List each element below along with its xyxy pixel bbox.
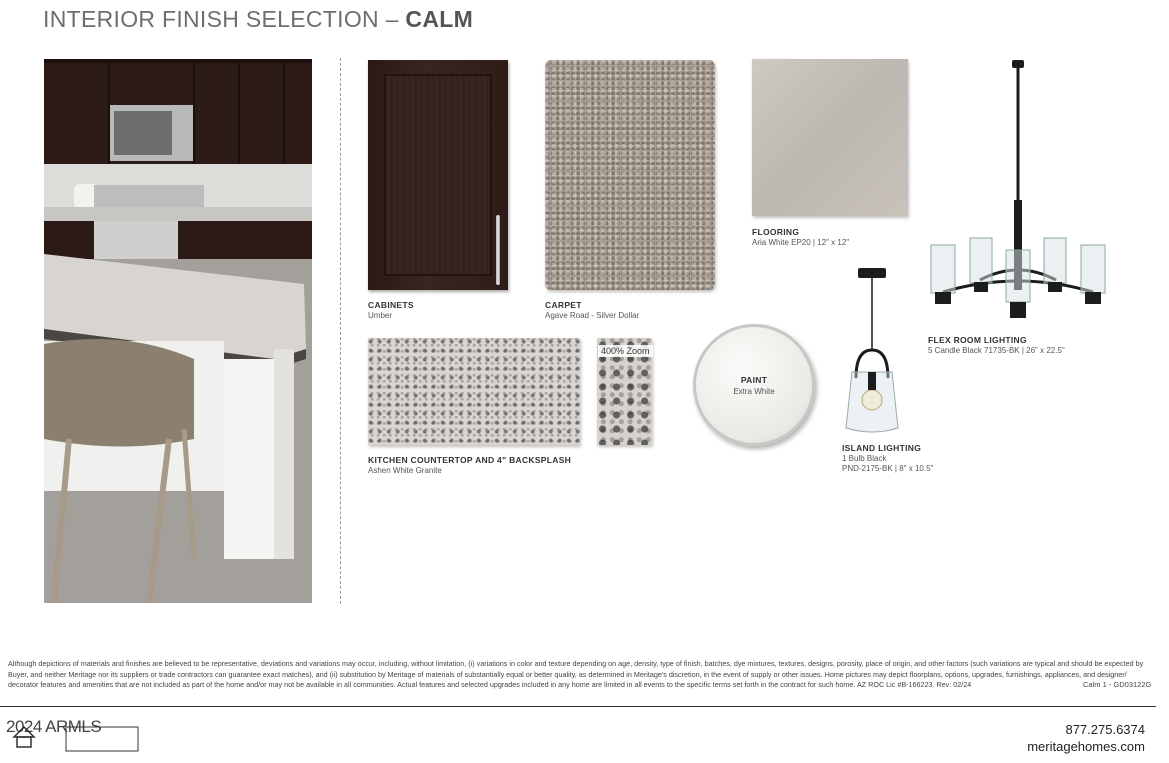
cabinets-label: [368, 300, 414, 320]
cabinet-handle: [496, 215, 500, 285]
kitchen-illustration: [44, 59, 312, 603]
watermark-text: 2024 ARMLS: [6, 717, 102, 736]
pendant-light-icon: [840, 268, 905, 440]
footer-divider: [0, 706, 1156, 707]
cabinets-title: CABINETS: [368, 300, 414, 310]
countertop-sub: Ashen White Granite: [368, 466, 442, 475]
website-link[interactable]: meritagehomes.com: [1027, 739, 1145, 754]
cabinet-swatch: [368, 60, 508, 290]
revision-code: Calm 1 - GD03122G: [1083, 680, 1152, 689]
phone-number[interactable]: 877.275.6374: [1065, 722, 1145, 737]
flooring-title: FLOORING: [752, 227, 800, 237]
island-pendant-image: [840, 268, 905, 440]
carpet-swatch: [545, 60, 715, 290]
countertop-swatch: [368, 338, 580, 445]
flex-lighting-label: [928, 335, 1065, 355]
vertical-divider: [340, 58, 341, 604]
page-title: [43, 6, 473, 33]
carpet-label: [545, 300, 639, 320]
paint-swatch: [693, 324, 815, 446]
countertop-label: [368, 455, 571, 475]
island-lighting-label: [842, 443, 933, 473]
island-lighting-title: ISLAND LIGHTING: [842, 443, 922, 453]
paint-title: PAINT: [740, 375, 768, 385]
zoom-label: 400% Zoom: [598, 345, 653, 357]
page-title-text: INTERIOR FINISH SELECTION –: [43, 6, 406, 32]
flooring-swatch: [752, 59, 908, 216]
flex-lighting-sub: 5 Candle Black 71735-BK | 26" x 22.5": [928, 346, 1065, 355]
page-title-collection: CALM: [405, 6, 474, 32]
flex-chandelier-image: [928, 60, 1108, 330]
flooring-label: [752, 227, 849, 247]
carpet-title: CARPET: [545, 300, 582, 310]
carpet-sub: Agave Road - Silver Dollar: [545, 311, 640, 320]
island-lighting-sub2: PND-2175-BK | 8" x 10.5": [842, 464, 934, 473]
flooring-sub: Aria White EP20 | 12" x 12": [752, 238, 850, 247]
island-lighting-sub1: 1 Bulb Black: [842, 454, 887, 463]
kitchen-photo: [44, 59, 312, 603]
flex-lighting-title: FLEX ROOM LIGHTING: [928, 335, 1027, 345]
cabinet-door-panel: [384, 74, 492, 276]
disclaimer-text: Although depictions of materials and finishes are believed to be representative, deviations and variations may occur, including, without limitation, (i) variations in color and texture depending on age, density, type of finish, batches, dye mixtures, textures, designs, porosity, place of origin, and other factors (such variations are typical and should be expected by Buyer, and neither Meritage nor its suppliers or trade contractors can guarantee exact matches), and (ii) substitution by Meritage of materials of substantially equal or better quality, as determined in Meritage's discretion, in the event of supply or other issues. Home pictures may depict floorplans, options, upgrades, furnishings, appliances, and designer/ decorator features and amenities that are not included as part of the home and/or may not be available in all communities. Actual features and selected upgrades included in any home are limited in all events to the specific terms set forth in the contract for such home. AZ ROC Lic #B-166223. Rev: 02/24: [8, 659, 1144, 689]
paint-sub: Extra White: [733, 387, 775, 396]
cabinets-sub: Umber: [368, 311, 393, 320]
chandelier-icon: [928, 60, 1108, 330]
countertop-title: KITCHEN COUNTERTOP AND 4" BACKSPLASH: [368, 455, 572, 465]
